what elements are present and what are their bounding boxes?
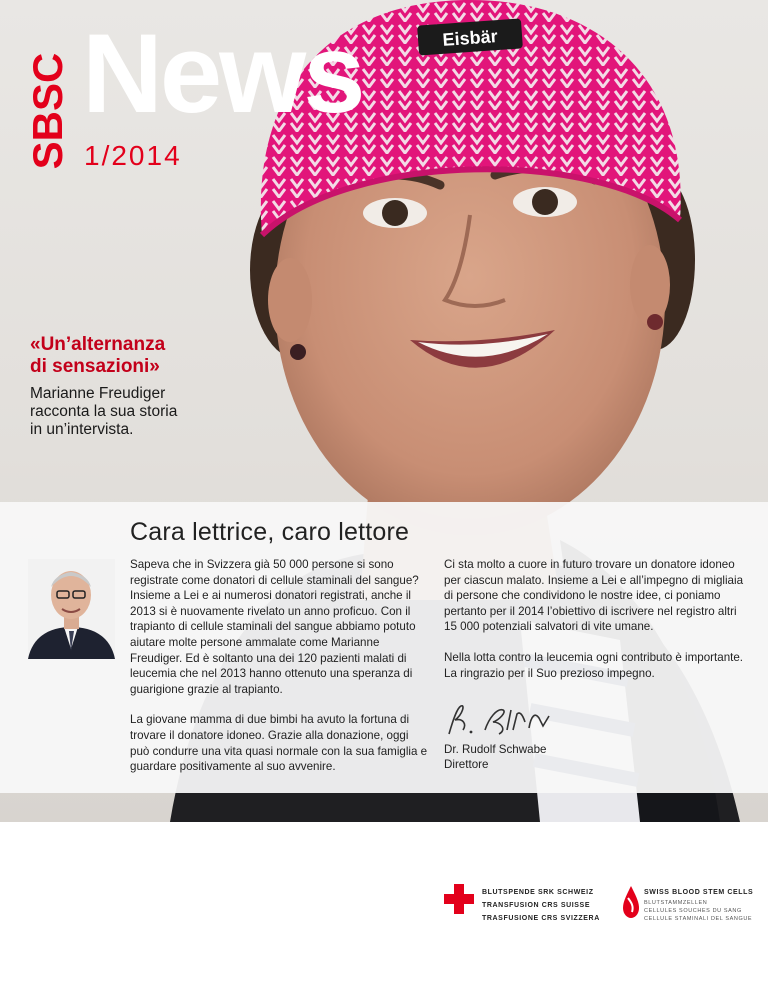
- logo-right-line: BLUTSTAMMZELLEN: [644, 900, 708, 906]
- masthead-title: News: [82, 11, 363, 136]
- logo-left-line: TRASFUSIONE CRS SVIZZERA: [482, 915, 600, 922]
- logo-right-line: CELLULES SOUCHES DU SANG: [644, 908, 742, 914]
- swiss-red-cross-logo: [444, 884, 600, 928]
- sbsc-logo: [622, 884, 762, 928]
- editorial-paragraph: Ci sta molto a cuore in futuro trovare un donatore idoneo per ciascun malato. Insieme a Lei e all’impegno di migliaia di persone che condividono le nostre idee, ci poniamo pertanto per il 2014 l’obiettivo di iscrivere nel registro altri 15 000 potenziali salvatori di vite umane.: [444, 558, 744, 634]
- handwritten-signature: [441, 700, 571, 740]
- brand-logo: [22, 46, 74, 176]
- editorial-paragraph: La giovane mamma di due bimbi ha avuto la fortuna di trovare il donatore idoneo. Grazie alla donazione, oggi può condurre una vita quasi normale con la sua famiglia e guardare positivamente al suo avvenire.: [130, 713, 428, 774]
- teaser-subline-line: in un’intervista.: [30, 421, 134, 438]
- signatory-role: Direttore: [444, 758, 489, 771]
- signatory-name: Dr. Rudolf Schwabe: [444, 743, 547, 756]
- hat-label: Eisbär: [441, 26, 499, 50]
- blood-drop-icon: [622, 884, 640, 920]
- issue-number: 1/2014: [84, 140, 182, 171]
- teaser-subline-line: racconta la sua storia: [30, 403, 178, 420]
- logo-right-line: CELLULE STAMINALI DEL SANGUE: [644, 916, 753, 922]
- logo-left-line: TRANSFUSION CRS SUISSE: [482, 902, 591, 909]
- teaser-subline-line: Marianne Freudiger: [30, 385, 166, 402]
- logo-left-line: BLUTSPENDE SRK SCHWEIZ: [482, 889, 594, 896]
- teaser-subline: [30, 385, 230, 439]
- editorial-paragraph: Sapeva che in Svizzera già 50 000 persone si sono registrate come donatori di cellule staminali del sangue? Insieme a Lei e ai numerosi donatori registrati, anche il 2013 si è nuovamente rivelato un anno proficuo. Con il trapianto di cellule staminali del sangue abbiamo potuto aiutare molte persone ammalate come Marianne Freudiger. Ed è soltanto una dei 120 pazienti malati di leucemia che nel 2013 hanno ottenuto una speranza di guarigione grazie al trapianto.: [130, 558, 419, 696]
- editorial-column-right: [444, 557, 744, 696]
- logo-right-line: SWISS BLOOD STEM CELLS: [644, 889, 754, 896]
- editorial-paragraph: Nella lotta contro la leucemia ogni contributo è importante. La ringrazio per il Suo prezioso impegno.: [444, 650, 744, 680]
- editorial-column-left: [130, 557, 430, 790]
- editorial-panel: [0, 502, 768, 793]
- editorial-title: Cara lettrice, caro lettore: [130, 518, 410, 546]
- teaser-headline-line: di sensazioni»: [30, 356, 160, 377]
- teaser-headline: [30, 334, 230, 378]
- teaser-headline-line: «Un’alternanza: [30, 334, 166, 355]
- red-cross-icon: [444, 884, 474, 914]
- brand-name: SBSC: [24, 52, 71, 170]
- director-portrait: [28, 559, 115, 659]
